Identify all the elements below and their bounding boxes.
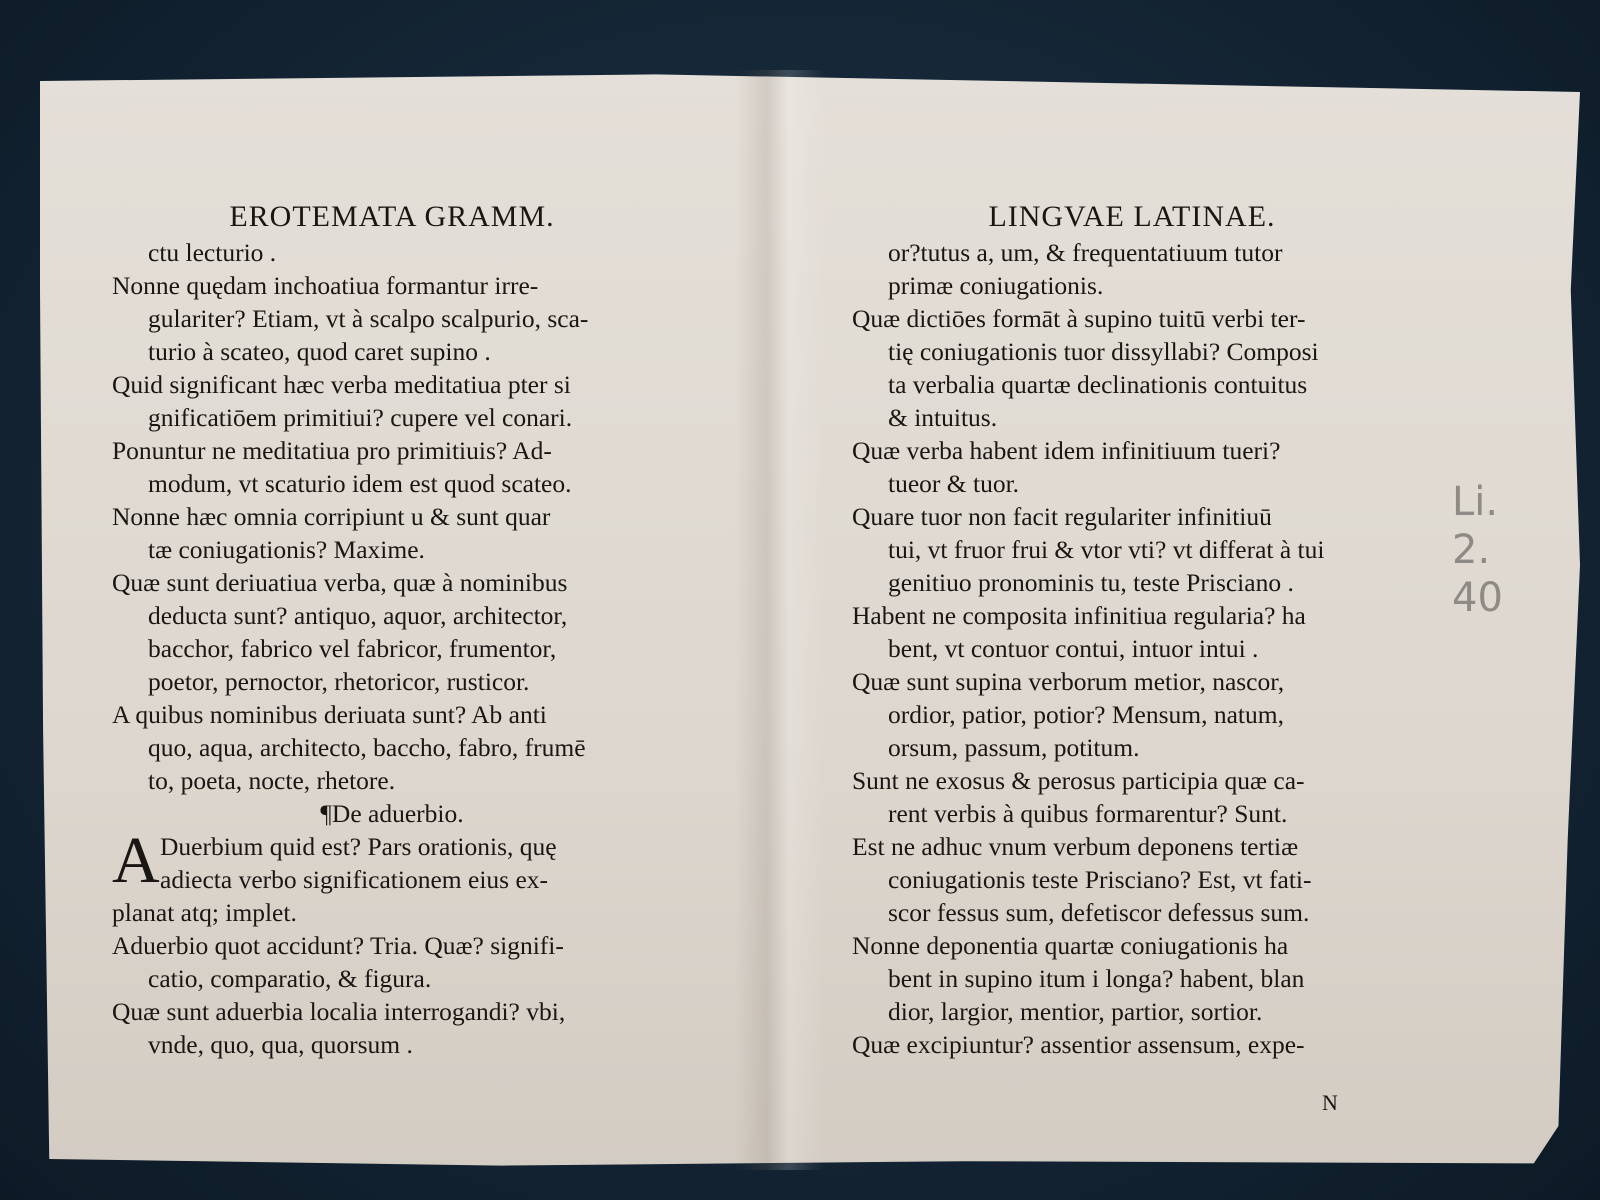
margin-note-line: 40 [1452,575,1503,621]
text-line: scor fessus sum, defetiscor defessus sum. [888,898,1310,927]
right-page [852,200,1412,1061]
dropcap-letter: A [112,824,160,897]
text-line: Quæ sunt deriuatiua verba, quæ à nominibus [112,568,568,597]
text-line: Est ne adhuc vnum verbum deponens tertiæ [852,832,1299,861]
text-line: Habent ne composita infinitiua regularia? ha [852,601,1306,630]
text-line: coniugationis teste Prisciano? Est, vt fati- [888,865,1312,894]
left-running-header: EROTEMATA GRAMM. [229,200,555,233]
text-line: gulariter? Etiam, vt à scalpo scalpurio, sca- [148,304,589,333]
text-line: Sunt ne exosus & perosus participia quæ ca- [852,766,1305,795]
text-line: to, poeta, nocte, rhetore. [148,766,396,795]
text-line: Ponuntur ne meditatiua pro primitiuis? Ad- [112,436,552,465]
text-line: quo, aqua, architecto, baccho, fabro, frumē [148,733,586,762]
text-line: A quibus nominibus deriuata sunt? Ab anti [112,700,547,729]
text-line: Quæ sunt aduerbia localia interrogandi? vbi, [112,997,566,1026]
text-line: bent in supino itum i longa? habent, blan [888,964,1305,993]
text-line: Quid significant hæc verba meditatiua pter si [112,370,571,399]
margin-note-line: 2. [1452,527,1491,573]
text-line: modum, vt scaturio idem est quod scateo. [148,469,572,498]
text-line: Quæ verba habent idem infinitiuum tueri? [852,436,1281,465]
text-line: tię coniugationis tuor dissyllabi? Composi [888,337,1319,366]
text-line: & intuitus. [888,403,998,432]
text-line: Aduerbio quot accidunt? Tria. Quæ? signifi- [112,931,564,960]
dropcap-paragraph [112,824,672,897]
text-line: poetor, pernoctor, rhetoricor, rusticor. [148,667,530,696]
signature-mark: N [1322,1090,1338,1115]
text-line: ordior, patior, potior? Mensum, natum, [888,700,1284,729]
text-line: turio à scateo, quod caret supino . [148,337,491,366]
text-line: tui, vt fruor frui & vtor vti? vt differat à tui [888,535,1325,564]
text-line: bent, vt contuor contui, intuor intui . [888,634,1259,663]
margin-note-line: Li. [1452,479,1499,525]
text-line: Quæ excipiuntur? assentior assensum, expe- [852,1030,1305,1059]
text-line: orsum, passum, potitum. [888,733,1140,762]
text-line: catio, comparatio, & figura. [148,964,432,993]
text-line: adiecta verbo significationem eius ex- [160,865,549,894]
text-line: tæ coniugationis? Maxime. [148,535,425,564]
text-line: dior, largior, mentior, partior, sortior. [888,997,1263,1026]
text-line: Nonne hæc omnia corripiunt u & sunt quar [112,502,551,531]
text-line: Nonne deponentia quartæ coniugationis ha [852,931,1289,960]
text-line: or?tutus a, um, & frequentatiuum tutor [888,238,1283,267]
right-text-block [852,236,1412,1061]
left-page [112,200,672,1061]
text-line: deducta sunt? antiquo, aquor, architector, [148,601,568,630]
margin-note [1452,478,1503,622]
text-line: Quæ sunt supina verborum metior, nascor, [852,667,1285,696]
section-heading: ¶De aduerbio. [320,799,464,828]
page-fold [735,70,825,1170]
text-line: Duerbium quid est? Pars orationis, quę [160,832,557,861]
text-line: bacchor, fabrico vel fabricor, frumentor, [148,634,557,663]
left-text-block [112,236,672,1061]
text-line: vnde, quo, qua, quorsum . [148,1030,413,1059]
text-line: ctu lecturio . [148,238,277,267]
text-line: rent verbis à quibus formarentur? Sunt. [888,799,1288,828]
text-line: Nonne quędam inchoatiua formantur irre- [112,271,539,300]
text-line: Quæ dictiōes formāt à supino tuitū verbi ter- [852,304,1306,333]
text-line: primæ coniugationis. [888,271,1104,300]
text-line: gnificatiōem primitiui? cupere vel conari. [148,403,573,432]
text-line: Quare tuor non facit regulariter infinitiuū [852,502,1272,531]
text-line: tueor & tuor. [888,469,1020,498]
text-line: genitiuo pronominis tu, teste Prisciano . [888,568,1294,597]
text-line: planat atq; implet. [112,898,297,927]
text-line: ta verbalia quartæ declinationis contuitus [888,370,1308,399]
right-running-header: LINGVAE LATINAE. [988,200,1276,233]
